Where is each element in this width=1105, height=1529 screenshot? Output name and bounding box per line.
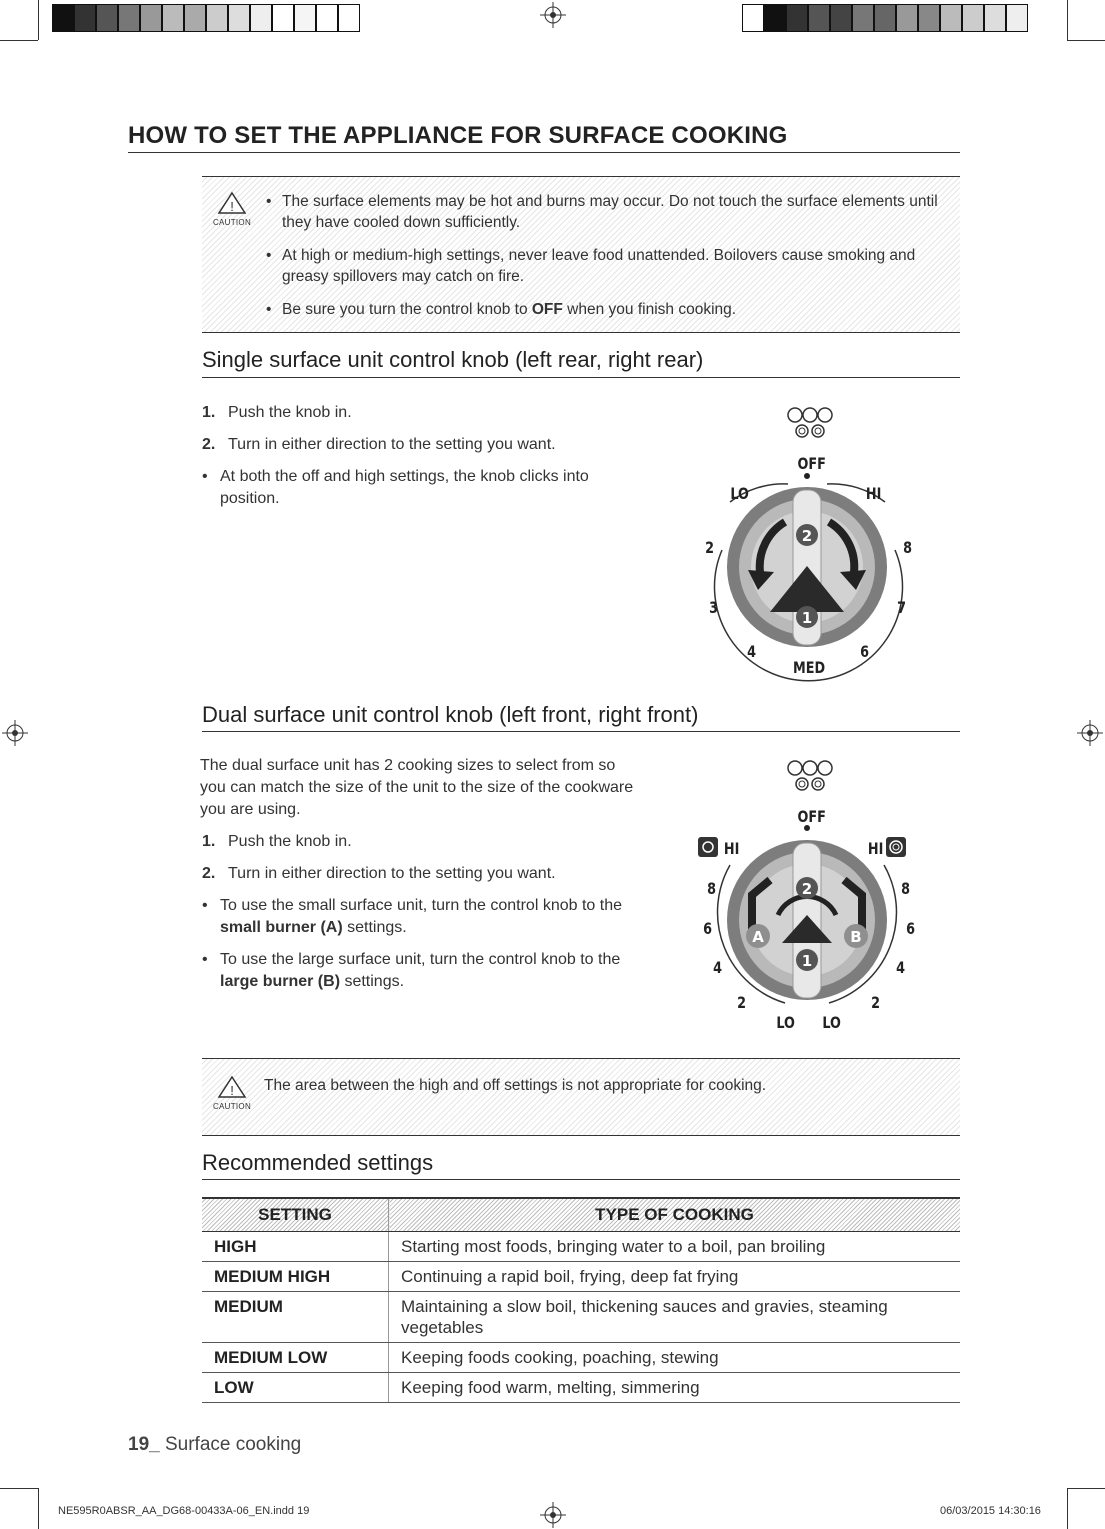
- step-item: [200, 434, 640, 456]
- trim-mark: [0, 40, 38, 41]
- column-header: TYPE OF COOKING: [389, 1198, 961, 1232]
- step-text: Turn in either direction to the setting you want.: [228, 436, 556, 453]
- trim-mark: [1067, 40, 1105, 41]
- single-instructions: [200, 402, 640, 520]
- knob-badge-bottom: 1: [801, 952, 813, 970]
- caution-bullet: • At high or medium-high settings, never leave food unattended. Boilovers cause smoking and greasy spillovers may catch on fire.: [262, 245, 940, 287]
- label-right-8: 8: [901, 879, 911, 898]
- table-row: [202, 1373, 960, 1403]
- label-left-4: 4: [713, 958, 723, 977]
- table-header-row: [202, 1198, 960, 1232]
- label-right-6: 6: [906, 919, 916, 938]
- cooking-cell: Starting most foods, bringing water to a boil, pan broiling: [389, 1232, 961, 1262]
- label-3: 3: [709, 598, 719, 617]
- label-lo-left: LO: [776, 1013, 795, 1032]
- note-item: • At both the off and high settings, the knob clicks into position.: [200, 466, 640, 510]
- caution-bullets: [262, 191, 940, 332]
- crosshair-icon: [1077, 720, 1103, 746]
- cooking-cell: Keeping foods cooking, poaching, stewing: [389, 1343, 961, 1373]
- section-name: Surface cooking: [159, 1434, 302, 1455]
- single-knob-title: Single surface unit control knob (left rear, right rear): [202, 347, 704, 372]
- knob-badge-bottom: 1: [801, 609, 813, 627]
- step-item: [200, 402, 640, 424]
- recommended-title: Recommended settings: [202, 1150, 434, 1175]
- setting-cell: MEDIUM: [202, 1292, 389, 1343]
- note-bold: small burner (A): [220, 919, 343, 936]
- step-number: 1.: [202, 833, 216, 850]
- note-text: settings.: [340, 973, 405, 990]
- caution-box-mid: [202, 1058, 960, 1136]
- cooking-cell: Continuing a rapid boil, frying, deep fat frying: [389, 1262, 961, 1292]
- label-lo: LO: [730, 484, 749, 503]
- label-right-2: 2: [871, 993, 881, 1012]
- trim-mark: [38, 1488, 39, 1529]
- label-8: 8: [903, 538, 913, 557]
- step-number: 2.: [202, 865, 216, 882]
- setting-cell: LOW: [202, 1373, 389, 1403]
- label-off: OFF: [797, 454, 826, 473]
- trim-mark: [38, 0, 39, 40]
- cooking-cell: Maintaining a slow boil, thickening sauces and gravies, steaming vegetables: [389, 1292, 961, 1343]
- step-text: Push the knob in.: [228, 404, 352, 421]
- settings-table: [202, 1197, 960, 1403]
- page-footer: [128, 1434, 301, 1456]
- svg-text:!: !: [230, 199, 234, 214]
- table-row: [202, 1343, 960, 1373]
- trim-mark: [1067, 0, 1068, 40]
- trim-mark: [1067, 1488, 1105, 1489]
- label-off: OFF: [797, 807, 826, 826]
- knob-badge-a: A: [752, 928, 764, 946]
- trim-mark: [1067, 1488, 1068, 1529]
- crosshair-icon: [540, 2, 566, 28]
- step-text: Turn in either direction to the setting you want.: [228, 865, 556, 882]
- warning-triangle-icon: [217, 1075, 247, 1099]
- crosshair-icon: [2, 720, 28, 746]
- label-7: 7: [897, 598, 907, 617]
- trim-mark: [0, 1488, 38, 1489]
- knob-badge-top: 2: [801, 527, 813, 545]
- table-row: [202, 1292, 960, 1343]
- label-left-2: 2: [737, 993, 747, 1012]
- section-rule: [202, 731, 960, 732]
- caution-label: CAUTION: [212, 218, 252, 227]
- section-rule: [202, 377, 960, 378]
- dual-instructions: [200, 755, 640, 1003]
- label-hi: HI: [865, 484, 882, 503]
- caution-bullet-text: when you finish cooking.: [562, 301, 737, 318]
- step-item: [200, 863, 640, 885]
- note-text: To use the large surface unit, turn the control knob to the: [220, 951, 621, 968]
- step-item: [200, 831, 640, 853]
- label-left-8: 8: [707, 879, 717, 898]
- table-row: [202, 1262, 960, 1292]
- dual-intro: The dual surface unit has 2 cooking sizes to select from so you can match the size of the unit to the size of the cookware you are using.: [200, 757, 634, 818]
- knob-graphic: [690, 402, 930, 682]
- label-med: MED: [793, 658, 826, 677]
- setting-cell: MEDIUM HIGH: [202, 1262, 389, 1292]
- label-6: 6: [860, 642, 870, 661]
- note-item: [200, 895, 640, 939]
- note-bold: large burner (B): [220, 973, 341, 990]
- caution-icon-group: [206, 191, 258, 227]
- page-number: 19_: [128, 1434, 160, 1455]
- setting-cell: HIGH: [202, 1232, 389, 1262]
- step-text: Push the knob in.: [228, 833, 352, 850]
- caution-bullet-text: Be sure you turn the control knob to: [282, 301, 532, 318]
- knob-graphic: [690, 755, 930, 1040]
- title-rule: [128, 152, 960, 153]
- knob-badge-top: 2: [801, 880, 813, 898]
- caution-bullet: [262, 299, 940, 320]
- dual-knob-title: Dual surface unit control knob (left front, right front): [202, 702, 699, 727]
- caution-bullet: • The surface elements may be hot and burns may occur. Do not touch the surface elements until they have cooled down sufficiently.: [262, 191, 940, 233]
- cooking-cell: Keeping food warm, melting, simmering: [389, 1373, 961, 1403]
- label-4: 4: [747, 642, 757, 661]
- registration-bar-left: [52, 4, 360, 32]
- label-left-6: 6: [703, 919, 713, 938]
- step-number: 2.: [202, 436, 216, 453]
- svg-text:!: !: [230, 1083, 234, 1098]
- label-lo-right: LO: [822, 1013, 841, 1032]
- caution-box-top: [202, 176, 960, 333]
- dual-knob-diagram: [690, 755, 930, 1040]
- column-header: SETTING: [202, 1198, 389, 1232]
- caution-label: CAUTION: [212, 1102, 252, 1111]
- date-slug: 06/03/2015 14:30:16: [940, 1505, 1041, 1517]
- caution-text: The area between the high and off settings is not appropriate for cooking.: [264, 1077, 767, 1094]
- setting-cell: MEDIUM LOW: [202, 1343, 389, 1373]
- crosshair-icon: [540, 1502, 566, 1528]
- label-hi-left: HI: [723, 839, 740, 858]
- knob-badge-b: B: [850, 928, 862, 946]
- caution-bullet-bold: OFF: [531, 301, 563, 318]
- note-text: settings.: [342, 919, 407, 936]
- note-text: To use the small surface unit, turn the control knob to the: [220, 897, 622, 914]
- label-2: 2: [705, 538, 715, 557]
- caution-icon-group: [206, 1075, 258, 1111]
- label-hi-right: HI: [867, 839, 884, 858]
- single-knob-diagram: [690, 402, 930, 682]
- table-row: [202, 1232, 960, 1262]
- section-rule: [202, 1179, 960, 1180]
- page-title: HOW TO SET THE APPLIANCE FOR SURFACE COOKING: [128, 122, 788, 149]
- file-slug: NE595R0ABSR_AA_DG68-00433A-06_EN.indd 19: [58, 1505, 310, 1517]
- note-item: [200, 949, 640, 993]
- label-right-4: 4: [896, 958, 906, 977]
- registration-bar-right: [742, 4, 1028, 32]
- step-number: 1.: [202, 404, 216, 421]
- warning-triangle-icon: [217, 191, 247, 215]
